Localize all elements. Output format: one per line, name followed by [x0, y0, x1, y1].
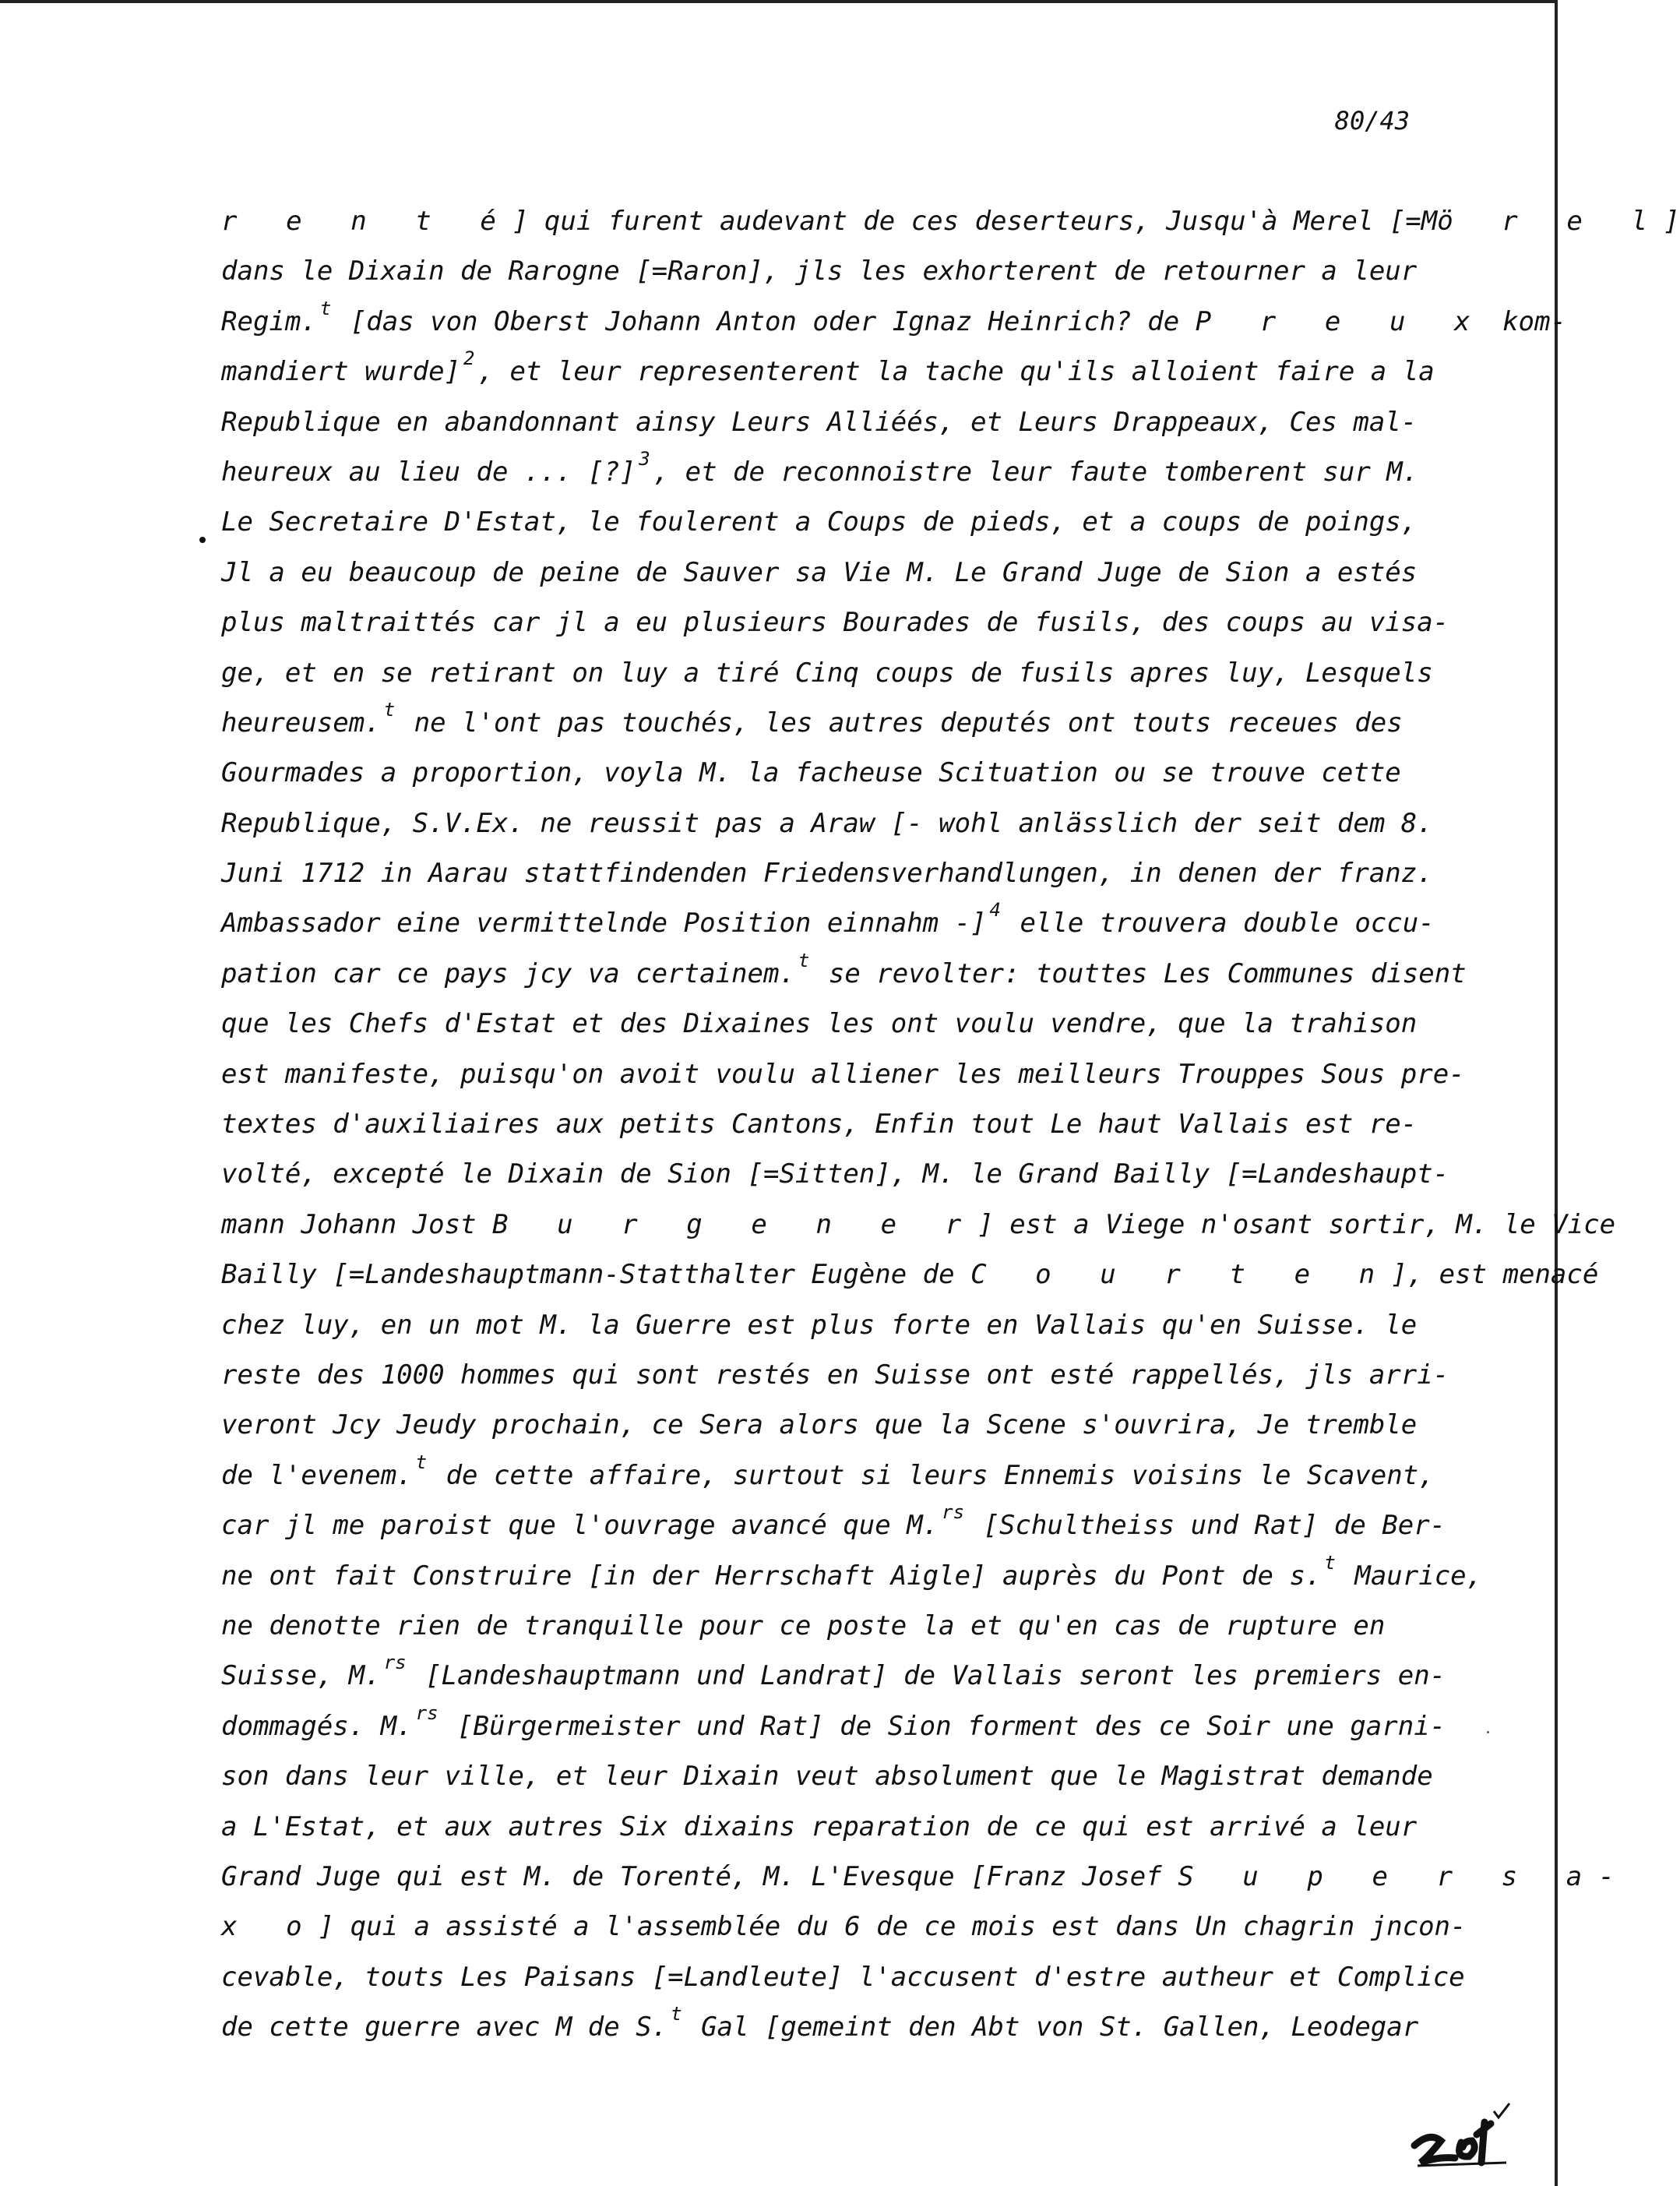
text-segment: kom-: [1486, 305, 1566, 337]
ink-speck: [1487, 1731, 1489, 1733]
text-segment: Regim.: [221, 305, 317, 337]
ink-dot: [199, 537, 206, 543]
superscript: 2: [463, 347, 475, 370]
superscript: t: [383, 698, 396, 721]
text-line: [221, 2002, 1483, 2052]
text-line: [221, 1902, 1483, 1952]
text-segment: Le Secretaire D'Estat, le foulerent a Coups de pieds, et a coups de poings,: [221, 506, 1418, 538]
text-segment: mann Johann Jost: [221, 1208, 492, 1240]
spaced-name: B u r g e n e r: [492, 1208, 978, 1240]
text-line: [221, 1099, 1483, 1149]
text-segment: de l'evenem.: [221, 1459, 413, 1491]
text-segment: se revolter: touttes Les Communes disent: [812, 957, 1467, 989]
text-line: [221, 246, 1483, 296]
superscript: t: [671, 2003, 682, 2026]
text-segment: volté, excepté le Dixain de Sion [=Sitten], M. le Grand Bailly [=Landeshaupt-: [221, 1158, 1449, 1190]
text-line: [221, 999, 1483, 1049]
superscript: 3: [639, 447, 650, 470]
spaced-name: ö r e l: [1437, 206, 1664, 237]
text-segment: heureux au lieu de ... [?]: [221, 456, 636, 488]
text-segment: [das von Oberst Johann Anton oder Ignaz Heinrich? de: [334, 305, 1196, 337]
text-line: [221, 1400, 1483, 1450]
text-line: [221, 196, 1680, 246]
text-segment: ne l'ont pas touchés, les autres deputés ont touts receues des: [398, 707, 1403, 739]
text-line: [221, 1952, 1483, 2002]
top-border: [0, 0, 1558, 3]
text-line: [221, 1651, 1483, 1701]
text-segment: ] qui furent audevant de ces deserteurs, Jusqu'à Merel [=M: [512, 206, 1438, 237]
text-segment: est manifeste, puisqu'on avoit voulu alliener les meilleurs Trouppes Sous pre-: [221, 1058, 1465, 1090]
text-segment: heureusem.: [221, 707, 381, 739]
text-segment: Maurice,: [1338, 1560, 1483, 1592]
text-line: [221, 347, 1483, 397]
superscript: rs: [942, 1501, 965, 1524]
text-segment: [Landeshauptmann und Landrat] de Vallais seront les premiers en-: [409, 1660, 1446, 1692]
text-segment: ne ont fait Construire [in der Herrschaft Aigle] auprès du Pont de s.: [221, 1560, 1322, 1592]
text-segment: , et de reconnoistre leur faute tomberent sur M.: [653, 456, 1419, 488]
text-line: [221, 297, 1566, 347]
spaced-name: r e n t é: [221, 206, 512, 237]
text-line: [221, 1149, 1483, 1199]
superscript: 4: [989, 899, 1001, 922]
text-segment: car jl me paroist que l'ouvrage avancé que M.: [221, 1510, 939, 1542]
text-segment: ge, et en se retirant on luy a tiré Cinq coups de fusils apres luy, Lesquels: [221, 657, 1433, 689]
text-segment: Republique en abandonnant ainsy Leurs Alliéés, et Leurs Drappeaux, Ces mal-: [221, 406, 1418, 438]
text-line: [221, 648, 1483, 698]
text-segment: de cette guerre avec M de S.: [221, 2011, 668, 2043]
text-segment: Gal [gemeint den Abt von St. Gallen, Leodegar: [685, 2011, 1419, 2043]
text-segment: mandiert wurde]: [221, 356, 461, 388]
text-line: [221, 1049, 1483, 1099]
superscript: t: [415, 1451, 428, 1473]
text-line: [221, 1751, 1483, 1801]
text-segment: Juni 1712 in Aarau stattfindenden Friedensverhandlungen, in denen der franz.: [221, 858, 1433, 890]
superscript: t: [1324, 1551, 1336, 1574]
text-segment: dans le Dixain de Rarogne [=Raron], jls les exhorterent de retourner a leur: [221, 256, 1418, 287]
text-segment: cevable, touts Les Paisans [=Landleute] l'accusent d'estre autheur et Complice: [221, 1961, 1465, 1993]
superscript: rs: [383, 1652, 407, 1674]
text-line: [221, 799, 1483, 848]
text-segment: Suisse, M.: [221, 1660, 381, 1692]
page-number: 80/43: [1334, 106, 1410, 136]
text-line: [221, 748, 1483, 798]
text-segment: [Schultheiss und Rat] de Ber-: [967, 1510, 1446, 1542]
document-body: [221, 196, 1680, 2052]
text-segment: veront Jcy Jeudy prochain, ce Sera alors que la Scene s'ouvrira, Je tremble: [221, 1409, 1418, 1441]
text-segment: elle trouvera double occu-: [1004, 908, 1435, 940]
superscript: t: [798, 949, 810, 971]
text-segment: pation car ce pays jcy va certainem.: [221, 957, 795, 989]
spaced-name: S u p e r s a: [1178, 1860, 1599, 1892]
text-line: [221, 1601, 1483, 1651]
spaced-name: C o u r t e n: [970, 1259, 1392, 1291]
text-segment: plus maltraittés car jl a eu plusieurs Bourades de fusils, des coups au visa-: [221, 607, 1449, 639]
text-line: [221, 848, 1483, 898]
text-line: [221, 1500, 1483, 1550]
text-segment: ne denotte rien de tranquille pour ce poste la et qu'en cas de rupture en: [221, 1610, 1386, 1641]
text-line: [221, 1451, 1483, 1500]
text-line: [221, 1802, 1483, 1852]
text-line: [221, 548, 1483, 598]
text-line: [221, 949, 1483, 999]
text-line: [221, 397, 1483, 447]
text-line: [221, 1551, 1483, 1601]
text-segment: ] qui a assisté a l'assemblée du 6 de ce mois est dans Un chagrin jncon-: [318, 1911, 1467, 1943]
text-segment: , et leur representerent la tache qu'ils alloient faire a la: [477, 356, 1435, 388]
text-line: [221, 1200, 1616, 1250]
text-segment: reste des 1000 hommes qui sont restés en Suisse ont esté rappellés, jls arri-: [221, 1359, 1449, 1391]
superscript: rs: [415, 1701, 438, 1724]
text-line: [221, 1250, 1599, 1299]
text-segment: Bailly [=Landeshauptmann-Statthalter Eugène de: [221, 1259, 971, 1291]
text-line: [221, 1300, 1483, 1350]
text-line: [221, 447, 1483, 497]
text-line: [221, 598, 1483, 647]
text-segment: -: [1598, 1860, 1615, 1892]
text-segment: [Bürgermeister und Rat] de Sion forment des ce Soir une garni-: [441, 1710, 1446, 1742]
text-segment: dommagés. M.: [221, 1710, 413, 1742]
text-segment: Grand Juge qui est M. de Torenté, M. L'Evesque [Franz Josef: [221, 1860, 1178, 1892]
text-line: [221, 497, 1483, 547]
text-segment: ], est menacé: [1391, 1259, 1599, 1291]
text-line: [221, 1350, 1483, 1400]
text-segment: a L'Estat, et aux autres Six dixains reparation de ce qui est arrivé a leur: [221, 1811, 1418, 1842]
text-line: [221, 1701, 1483, 1751]
spaced-name: P r e u x: [1195, 305, 1487, 337]
text-segment: Republique, S.V.Ex. ne reussit pas a Araw [- wohl anlässlich der seit dem 8.: [221, 807, 1433, 839]
text-segment: chez luy, en un mot M. la Guerre est plus forte en Vallais qu'en Suisse. le: [221, 1309, 1418, 1341]
text-segment: Jl a eu beaucoup de peine de Sauver sa Vie M. Le Grand Juge de Sion a estés: [221, 556, 1418, 588]
text-segment: son dans leur ville, et leur Dixain veut absolument que le Magistrat demande: [221, 1761, 1433, 1793]
handwritten-folio-mark-icon: [1407, 2100, 1523, 2170]
text-line: [221, 698, 1483, 748]
text-segment: Ambassador eine vermittelnde Position einnahm -]: [221, 908, 987, 940]
text-segment: ] est a Viege n'osant sortir, M. le Vice: [977, 1208, 1616, 1240]
text-line: [221, 1852, 1615, 1902]
text-line: [221, 898, 1483, 948]
text-segment: textes d'auxiliaires aux petits Cantons, Enfin tout Le haut Vallais est re-: [221, 1109, 1418, 1141]
text-segment: que les Chefs d'Estat et des Dixaines les ont voulu vendre, que la trahison: [221, 1008, 1418, 1040]
text-segment: ]: [1664, 206, 1680, 237]
superscript: t: [319, 297, 332, 319]
text-segment: Gourmades a proportion, voyla M. la facheuse Scituation ou se trouve cette: [221, 757, 1401, 789]
text-segment: de cette affaire, surtout si leurs Ennemis voisins le Scavent,: [430, 1459, 1435, 1491]
spaced-name: x o: [221, 1911, 319, 1943]
